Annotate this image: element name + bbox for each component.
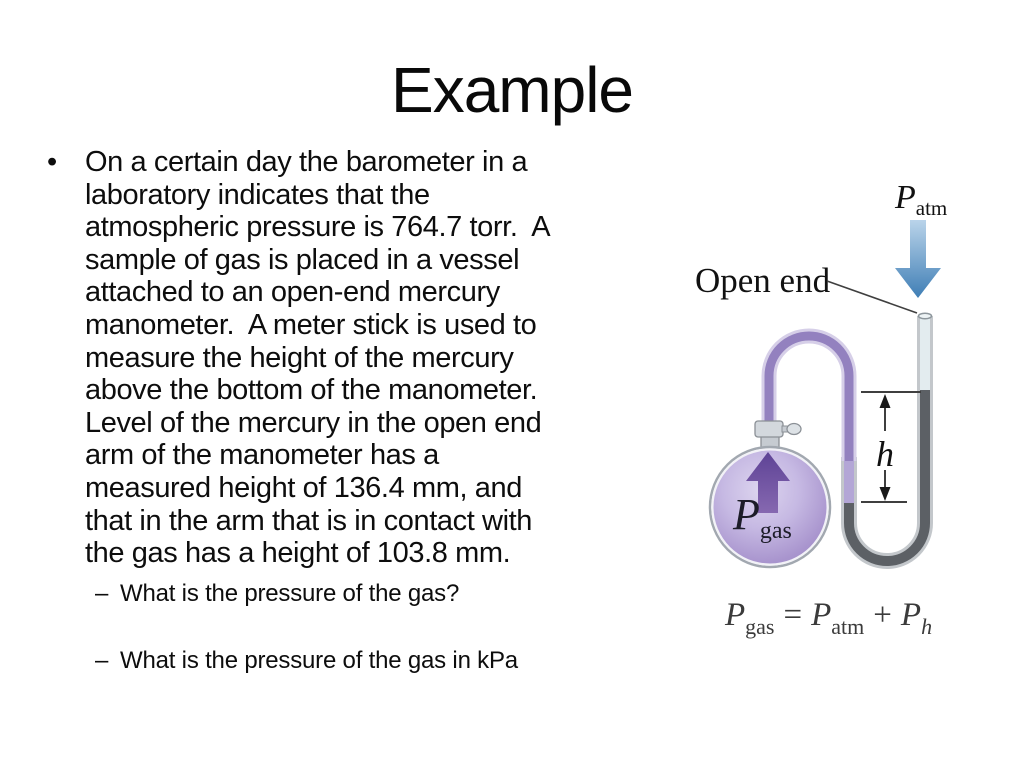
bullet-paragraph [85, 146, 687, 570]
open-end-leader-line [827, 281, 917, 313]
bullet-line: manometer. A meter stick is used to [85, 308, 537, 341]
pressure-equation: $P_{gas} = P_{atm} + P_h$ [725, 597, 933, 639]
bullet-line: measure the height of the mercury [85, 341, 514, 374]
bullet-marker: • [47, 146, 58, 178]
manometer-figure [675, 165, 1020, 655]
up-arrow-icon [880, 394, 891, 408]
bullet-line: attached to an open-end mercury [85, 276, 500, 309]
bullet-line: laboratory indicates that the [85, 178, 430, 211]
manometer-diagram [675, 165, 1020, 655]
bullet-line: the gas has a height of 103.8 mm. [85, 537, 511, 570]
bullet-line: above the bottom of the manometer. [85, 374, 538, 407]
h-label: h [876, 434, 894, 474]
bullet-block [47, 146, 687, 570]
arch-tube-outline [769, 336, 849, 461]
sub-bullet-question-1 [95, 580, 459, 608]
open-tube-rim [919, 313, 932, 319]
sub-bullet-text: What is the pressure of the gas? [120, 580, 460, 607]
bullet-line: arm of the manometer has a [85, 439, 439, 472]
gas-vessel [710, 447, 830, 567]
down-arrow-icon [880, 487, 891, 501]
stopcock-valve [755, 421, 801, 449]
sub-bullet-text: What is the pressure of the gas in kPa [120, 647, 518, 674]
bullet-line: atmospheric pressure is 764.7 torr. A [85, 211, 551, 244]
sub-bullet-marker: – [95, 647, 109, 674]
sub-bullet-marker: – [95, 580, 109, 607]
atmospheric-pressure-arrow-icon [895, 220, 941, 298]
mercury-column [849, 390, 925, 561]
bullet-line: measured height of 136.4 mm, and [85, 471, 522, 504]
bullet-line: that in the arm that is in contact with [85, 504, 533, 537]
stopcock-handle [787, 424, 801, 435]
bullet-line: Level of the mercury in the open end [85, 406, 542, 439]
bullet-line: On a certain day the barometer in a [85, 146, 528, 178]
bullet-line: sample of gas is placed in a vessel [85, 243, 520, 276]
open-end-label: Open end [695, 261, 831, 300]
p-gas-label: $P_{gas}$ [733, 490, 792, 544]
sub-bullet-question-2 [95, 647, 518, 675]
slide-title: Example [391, 54, 633, 126]
p-atm-label: $P_{atm}$ [895, 179, 948, 220]
